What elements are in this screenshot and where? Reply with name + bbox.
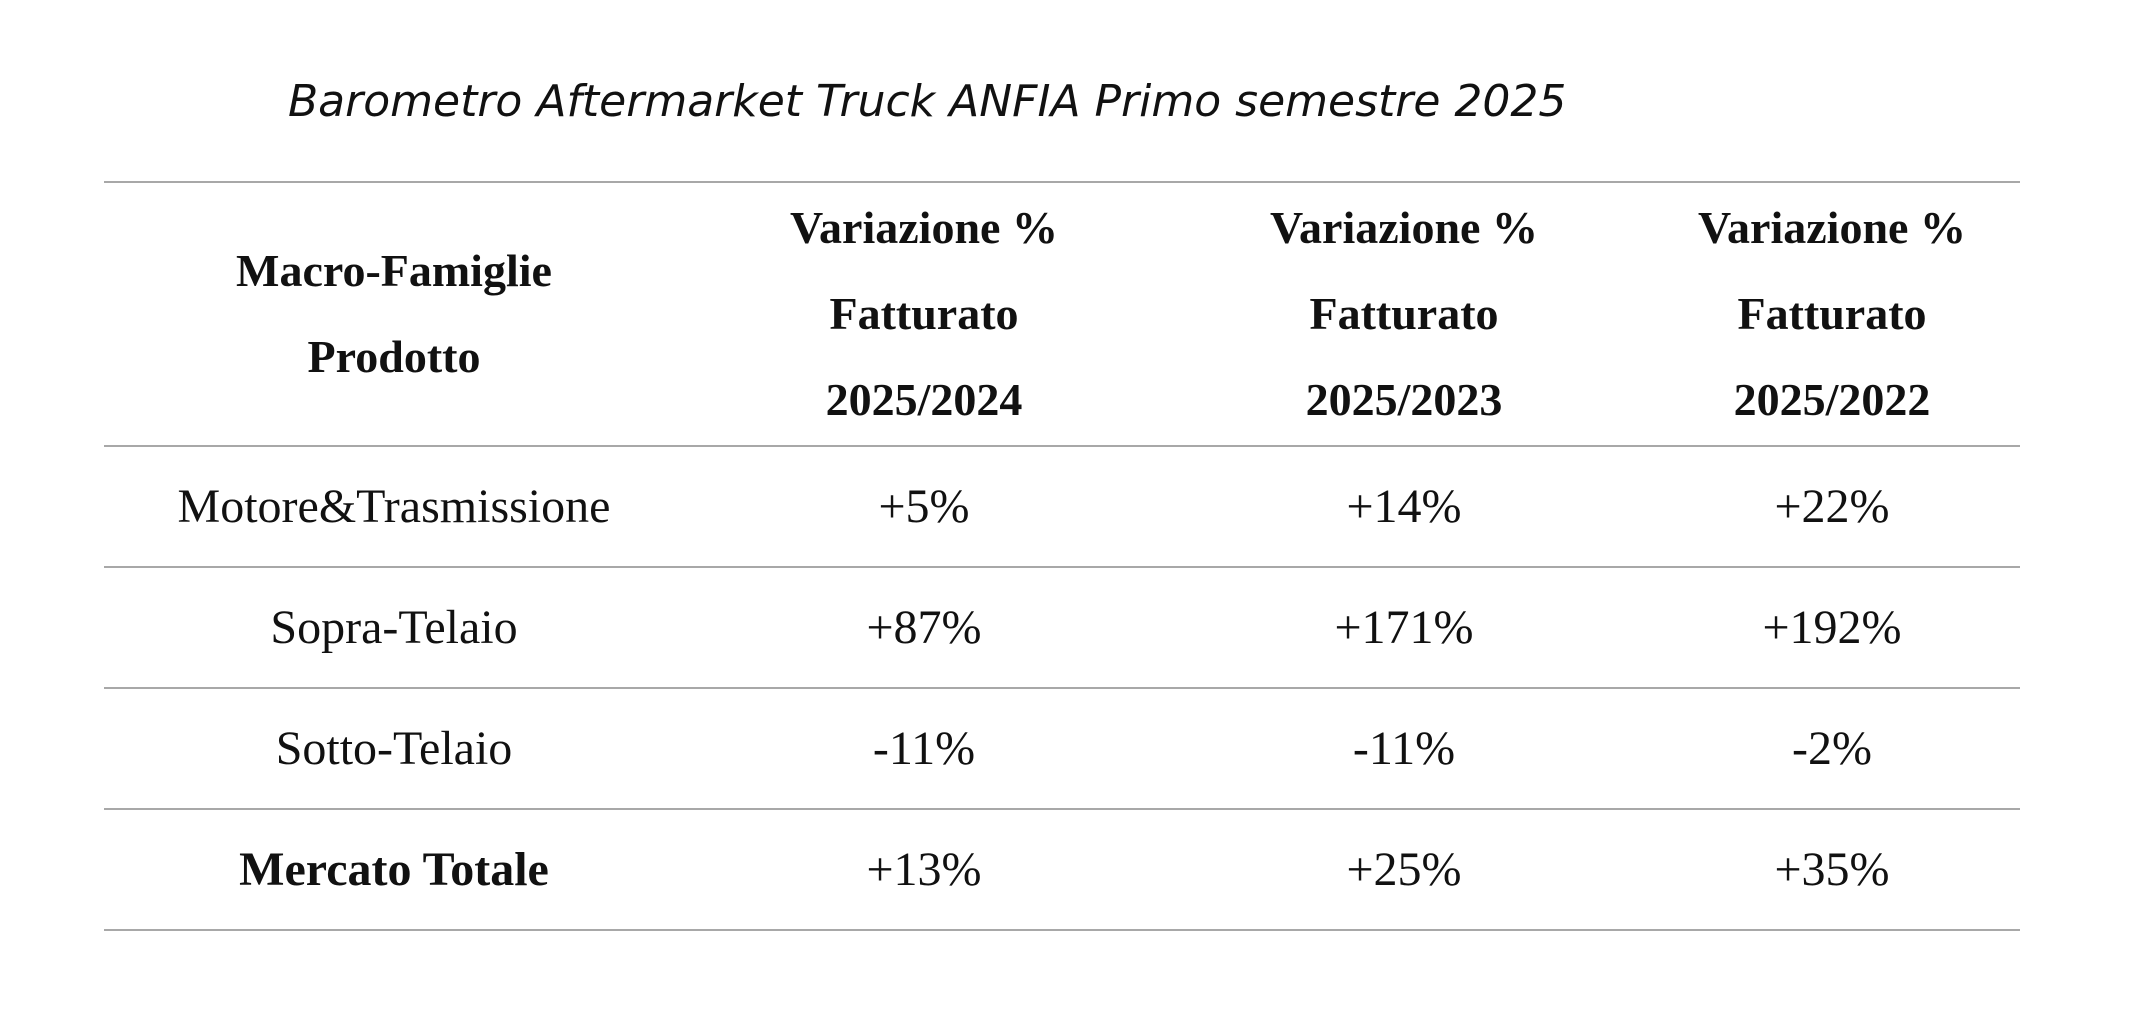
row-label: Motore&Trasmissione [104, 446, 684, 567]
header-line: Macro-Famiglie [236, 245, 552, 296]
revenue-variation-table [104, 181, 2020, 931]
table-row [104, 446, 2020, 567]
header-variation-2025-2024 [684, 182, 1164, 446]
header-line: Prodotto [307, 331, 481, 382]
table-header-row [104, 182, 2020, 446]
cell-variation-2024: +5% [684, 446, 1164, 567]
cell-variation-2022: -2% [1644, 688, 2020, 809]
table-row [104, 567, 2020, 688]
row-label: Sotto-Telaio [104, 688, 684, 809]
row-label-total: Mercato Totale [104, 809, 684, 930]
header-line: Variazione % [1270, 202, 1538, 253]
cell-variation-2024: +13% [684, 809, 1164, 930]
cell-variation-2023: +14% [1164, 446, 1644, 567]
cell-variation-2023: -11% [1164, 688, 1644, 809]
cell-variation-2023: +171% [1164, 567, 1644, 688]
cell-variation-2024: +87% [684, 567, 1164, 688]
header-line: Variazione % [790, 202, 1058, 253]
cell-variation-2022: +22% [1644, 446, 2020, 567]
cell-variation-2024: -11% [684, 688, 1164, 809]
row-label: Sopra-Telaio [104, 567, 684, 688]
header-variation-2025-2023 [1164, 182, 1644, 446]
header-line: Variazione % [1698, 202, 1966, 253]
page-title: Barometro Aftermarket Truck ANFIA Primo semestre 2025 [288, 76, 1567, 127]
cell-variation-2022: +192% [1644, 567, 2020, 688]
header-line: Fatturato [829, 288, 1019, 339]
header-line: 2025/2023 [1305, 374, 1503, 425]
header-line: Fatturato [1737, 288, 1927, 339]
header-product-families [104, 182, 684, 446]
header-line: 2025/2024 [825, 374, 1023, 425]
table-row [104, 688, 2020, 809]
header-line: 2025/2022 [1733, 374, 1931, 425]
header-line: Fatturato [1309, 288, 1499, 339]
cell-variation-2023: +25% [1164, 809, 1644, 930]
table-row-total [104, 809, 2020, 930]
cell-variation-2022: +35% [1644, 809, 2020, 930]
header-variation-2025-2022 [1644, 182, 2020, 446]
